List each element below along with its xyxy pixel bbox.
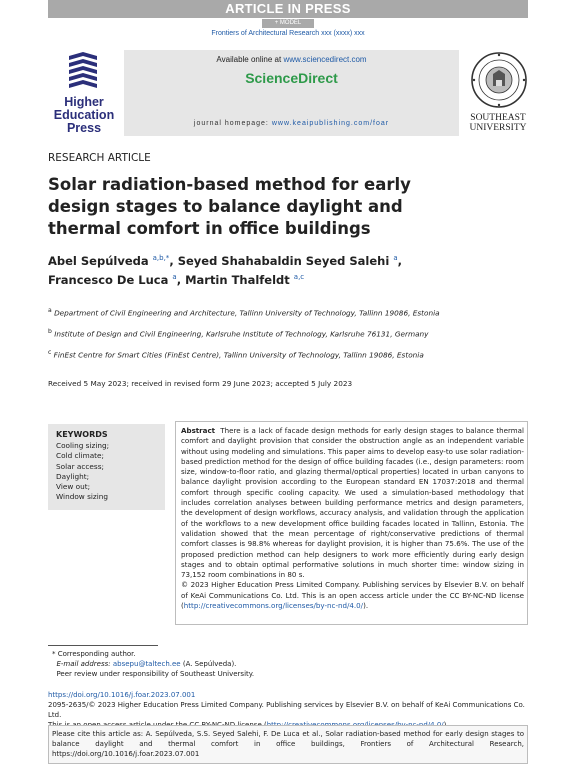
article-bottom-info [48,690,534,730]
publisher-logo-text: Higher Education Press [53,95,115,135]
journal-homepage-link[interactable]: www.keaipublishing.com/foar [271,120,390,127]
affiliation-item: $^c$ FinEst Centre for Smart Cities (FinEst Centre), Tallinn University of Technology, Tallinn 19086, Estonia [48,349,424,360]
citation-text: Please cite this article as: A. Sepúlveda, S.S. Seyed Salehi, F. De Luca et al., Solar radiation-based method for early design stages to balance daylight and thermal comfort in office buildings, Frontiers of Architectural Research, https://doi.org/10.1016/j.foar.2023.07.001 [52,730,524,758]
sciencedirect-brand: ScienceDirect [245,70,338,86]
author-affiliation-marker[interactable]: a [172,272,177,281]
sciencedirect-url-link[interactable]: www.sciencedirect.com [283,55,367,64]
book-stack-icon [63,50,103,92]
available-online: Available online at www.sciencedirect.com [216,55,367,64]
author-name: Martin Thalfeldt [185,272,290,287]
author-name: Abel Sepúlveda [48,253,149,268]
copyright-notice: © 2023 Higher Education Press Limited Company. Publishing services by Elsevier B.V. on behalf of KeAi Communications Co. Ltd. This is an open access article under the CC BY-NC-ND license ( [181,580,524,611]
keyword-item: Cooling sizing; [56,441,110,450]
journal-homepage: journal homepage: www.keaipublishing.com/foar [193,120,390,127]
article-in-press-banner: ARTICLE IN PRESS [48,0,528,18]
university-seal-icon [463,50,535,112]
keyword-item: View out; [56,482,91,492]
footnote-divider [48,645,158,646]
author-affiliation-marker[interactable]: a [393,254,398,262]
article-title: Solar radiation-based method for early design stages to balance daylight and thermal comfort in office buildings [48,175,411,238]
keyword-item: Window sizing [56,492,109,502]
affiliation-item: $^a$ Department of Civil Engineering and Architecture, Tallinn University of Technology, Tallinn 19086, Estonia [48,307,440,318]
author-name: Seyed Shahabaldin Seyed Salehi [177,253,390,268]
keyword-item: Solar access; [56,461,104,471]
author-name: Francesco De Luca [48,272,169,287]
email-link[interactable]: absepu@taltech.ee [112,660,181,668]
author-affiliation-marker[interactable]: a,c [293,272,305,281]
keyword-item: Cold climate; [56,451,104,461]
article-type: RESEARCH ARTICLE [48,152,151,164]
author-affiliation-marker[interactable]: a,b,* [152,254,170,262]
affiliation-item: $^b$ Institute of Design and Civil Engineering, Karlsruhe Institute of Technology, Karlsruhe 76131, Germany [48,328,429,339]
abstract-text: Abstract There is a lack of facade design methods for early design stages to balance thermal comfort and daylight provision that consider the obstruction angle as an independent variable without using modeling and simulations. This paper aims to develop easy-to use solar radiation-based prediction method for the design of office building facades (i.e., design parameters: room size, window-to-floor ratio, and glazing thermal/optical properties) located in urban canyons to balance daylight provision according to the European standard EN 17037:2018 and thermal comfort through specific cooling capacity. We used a simulation-based methodology that includes correlation analyses between building performance metrics and design parameters, the development of design workflows, accuracy analysis, and validation through the application of the workflows to a new development office building facades located in Tallinn, Estonia. The validation showed that the mean percentage of right/conservative predictions of thermal comfort classes is 98.8% whereas for daylight provision, it is higher than 75.6%. The use of the proposed prediction method can help designers to work more efficiently during early design stages and to obtain optimal performative solutions in much shorter time: window sizing in 73,152 room combinations in 80 s. © 2023 Higher Education Press Limited Company. Publishing services by Elsevier B.V. on behalf of KeAi Communications Co. Ltd. This is an open access article under the CC BY-NC-ND license (http://creativecommons.org/licenses/by-nc-nd/4.0/). [181,426,525,611]
keyword-item: Daylight; [56,471,90,481]
corresponding-author-note: * Corresponding author. [52,650,136,658]
peer-review-note: Peer review under responsibility of Southeast University. [56,670,255,678]
doi-link[interactable]: https://doi.org/10.1016/j.foar.2023.07.001 [48,691,196,699]
license-link[interactable]: http://creativecommons.org/licenses/by-nc-nd/4.0/ [183,601,364,611]
issn-line: 2095-2635/© 2023 Higher Education Press Limited Company. Publishing services by Elsevier B.V. on behalf of KeAi Communications Co. Ltd. [48,701,525,719]
university-logo-text: SOUTHEAST UNIVERSITY [469,113,527,133]
email-note: E-mail address: absepu@taltech.ee (A. Sepúlveda). [56,660,237,668]
author-list: Abel Sepúlveda $^{a,b,*}$, Seyed Shahabaldin Seyed Salehi $^a$, Francesco De Luca $^a$, Martin Thalfeldt $^{a,c}$ [48,253,402,287]
journal-reference-link[interactable]: Frontiers of Architectural Research xxx (xxxx) xxx [211,30,365,37]
keywords-list [56,441,109,503]
abstract-label: Abstract [181,426,216,435]
footnotes [52,649,512,679]
model-label: + MODEL [262,19,314,28]
keywords-heading: KEYWORDS [56,430,108,439]
received-dates: Received 5 May 2023; received in revised form 29 June 2023; accepted 5 July 2023 [48,379,353,388]
